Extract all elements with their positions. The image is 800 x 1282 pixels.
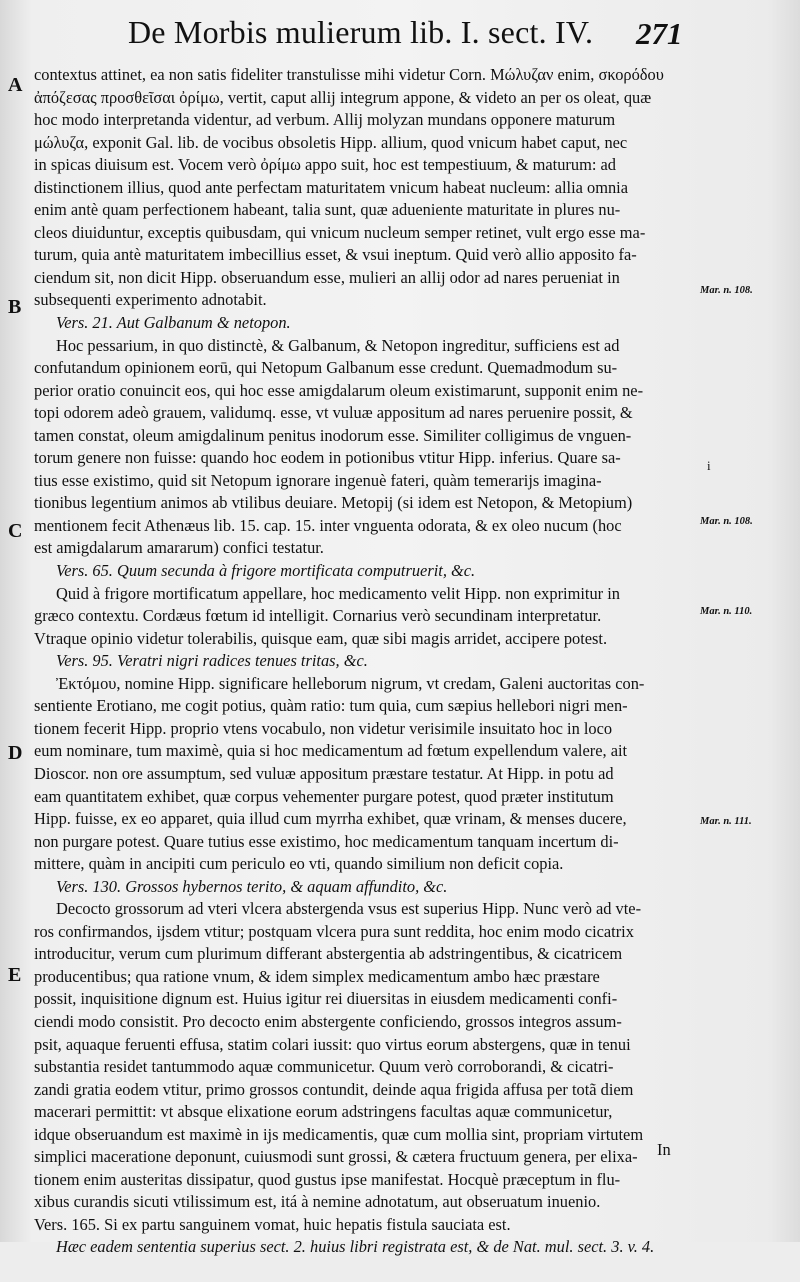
text-line: zandi gratia eodem vtitur, primo grossos contundit, deinde aqua frigida affusa per totã diem <box>34 1079 634 1099</box>
section-marker-b: B <box>8 296 22 318</box>
text-line: Decocto grossorum ad vteri vlcera abstergenda vsus est superius Hipp. Nunc verò ad vte- <box>56 899 642 919</box>
text-line: tionem fecerit Hipp. proprio vtens vocabulo, non videtur verisimile insuitato hoc in loco <box>34 718 613 738</box>
text-line: turum, quia antè maturitatem imbecillius esset, & vsui ineptum. Quid verò allio apposito fa- <box>34 245 637 265</box>
text-line: sentiente Erotiano, me cogit potius, quàm ratio: tum quia, cum sæpius hellebori nigri men- <box>34 696 628 716</box>
verse-heading: Vers. 21. Aut Galbanum & netopon. <box>56 313 291 333</box>
text-line: tius esse existimo, quid sit Netopum ignorare ingenuè fateri, quàm temerarijs imagina- <box>34 470 602 490</box>
text-line: substantia residet tantummodo aquæ communicetur. Quum verò corroborandi, & cicatri- <box>34 1057 614 1077</box>
text-line: cleos diuiduntur, exceptis quibusdam, qui vnicum nucleum semper retinet, vult ergo esse ma- <box>34 222 646 242</box>
section-marker-d: D <box>8 742 23 764</box>
text-line: mentionem fecit Athenæus lib. 15. cap. 15. inter vnguenta odorata, & ex oleo nucum (hoc <box>34 515 622 535</box>
text-line: est amigdalarum amararum) confici testatur. <box>34 538 324 558</box>
text-line: tionibus legentium animos ab vtilibus deuiare. Metopij (si idem est Netopon, & Metopium) <box>34 493 633 513</box>
text-line: eam quantitatem exhibet, quæ corpus vehementer purgare potest, quod præter institutum <box>34 786 614 806</box>
text-line: ciendum sit, non dicit Hipp. obseruandum esse, mulieri an allij odor ad nares perueniat in <box>34 267 620 287</box>
text-line: confutandum opinionem eorū, qui Netopum Galbanum esse credunt. Quemadmodum su- <box>34 358 618 378</box>
text-line: simplici maceratione deponunt, cuiusmodi sunt grossi, & cætera fructuum genera, per elixa- <box>34 1147 638 1167</box>
text-line: Dioscor. non ore assumptum, sed vuluæ appositum præstare testatur. At Hipp. in potu ad <box>34 763 614 783</box>
verse-heading: Hæc eadem sententia superius sect. 2. huius libri registrata est, & de Nat. mul. sect. 3. v. 4. <box>56 1237 655 1257</box>
text-line: tamen constat, oleum amigdalinum penitus inodorum esse. Similiter colligimus de vnguen- <box>34 425 632 445</box>
text-line: mittere, quàm in ancipiti cum periculo eo vti, quando similium non deficit copia. <box>34 854 564 874</box>
section-marker-a: A <box>8 74 23 96</box>
text-line: ciendi modo consistit. Pro decocto enim abstergente conficiendo, grossos integros assum- <box>34 1011 622 1031</box>
text-line: idque obseruandum est maximè in ijs medicamentis, quæ cum mollia sint, propriam virtutem <box>34 1124 644 1144</box>
margin-note: Mar. n. 108. <box>700 285 753 296</box>
text-line: producentibus; qua ratione vnum, & idem simplex medicamentum ambo hæc præstare <box>34 966 600 986</box>
text-line: μώλυζα, exponit Gal. lib. de vocibus obsoletis Hipp. allium, quod vnicum habet caput, nec <box>34 132 628 152</box>
text-line: Hoc pessarium, in quo distinctè, & Galbanum, & Netopon ingreditur, sufficiens est ad <box>56 335 620 355</box>
text-line: contextus attinet, ea non satis fideliter transtulisse mihi videtur Corn. Μώλυζαν enim, σκορόδου <box>34 65 664 84</box>
section-marker-e: E <box>8 964 22 986</box>
body-text <box>34 64 696 1282</box>
margin-note: Mar. n. 108. <box>700 516 753 527</box>
page-number: 271 <box>636 16 683 51</box>
text-line: græco contextu. Cordæus fœtum id intelligit. Cornarius verò secundinam interpretatur. <box>34 606 602 626</box>
text-line: non purgare potest. Quare tutius esse existimo, hoc medicamentum tanquam incertum di- <box>34 831 619 851</box>
text-line: subsequenti experimento adnotabit. <box>34 290 267 310</box>
text-line: torum genere non fuisse: quando hoc eodem in potionibus vtitur Hipp. inferius. Quare sa- <box>34 448 621 468</box>
text-line: in spicas diuisum est. Vocem verò ὀρίμω appo suit, hoc est tempestiuum, & maturum: ad <box>34 155 616 175</box>
catchword: In <box>657 1140 671 1159</box>
text-line: Quid à frigore mortificatum appellare, hoc medicamento velit Hipp. non exprimitur in <box>56 583 620 603</box>
text-line <box>34 1259 696 1282</box>
text-line: psit, aquaque feruenti effusa, statim colari iussit: quo virtus eorum abstergens, quæ in tenui <box>34 1034 631 1054</box>
verse-heading: Vers. 130. Grossos hybernos terito, & aquam affundito, &c. <box>56 876 448 896</box>
text-line: possit, inquisitione dignum est. Huius igitur rei diuersitas in eiusdem medicamenti confi- <box>34 989 618 1009</box>
text-line: perior oratio conuincit eos, qui hoc esse amigdalarum oleum existimarunt, supponit enim ne- <box>34 380 644 400</box>
verse-heading: Vers. 65. Quum secunda à frigore mortificata computruerit, &c. <box>56 561 476 581</box>
text-line: topi odorem adeò grauem, validumq. esse, vt vuluæ appositum ad nares peruenire possit, & <box>34 403 633 423</box>
margin-note: Mar. n. 111. <box>700 816 752 827</box>
text-line: hoc modo interpretanda videntur, ad verbum. Allij molyzan mundans opponere maturum <box>34 110 616 130</box>
text-line: enim antè quam perfectionem habeant, talia sunt, quæ adueniente maturitate in plures nu- <box>34 200 621 220</box>
text-line: introducitur, verum cum plurimum differant abstergentia ab adstringentibus, & cicatricem <box>34 944 623 964</box>
page-header <box>0 14 800 58</box>
text-line: distinctionem illius, quod ante perfectam maturitatem vnicum habeat nucleum: allia omnia <box>34 177 628 197</box>
margin-note: Mar. n. 110. <box>700 606 753 617</box>
section-marker-c: C <box>8 520 23 542</box>
text-line: eum nominare, tum maximè, quia si hoc medicamentum ad fœtum expellendum valere, ait <box>34 741 628 761</box>
text-line: Vtraque opinio videtur tolerabilis, quisque eam, quæ sibi magis arridet, accipere potest. <box>34 628 608 648</box>
text-line: Hipp. fuisse, ex eo apparet, quia illud cum myrrha exhibet, quæ vrinam, & menses ducere, <box>34 809 627 829</box>
text-line: xibus curandis sicuti vtilissimum est, itá à nemine adnotatum, aut obseruatum inuenio. <box>34 1192 601 1212</box>
text-line: ἀπόζεσας προσθεῖσαι ὀρίμω, vertit, caput allij integrum appone, & videto an per os oleat, quæ <box>34 87 652 107</box>
verse-heading: Vers. 95. Veratri nigri radices tenues tritas, &c. <box>56 651 368 671</box>
text-line: tionem enim austeritas dissipatur, quod gustus ipse manifestat. Hocquè præceptum in flu- <box>34 1169 621 1189</box>
text-line: Ἐκτόμου, nomine Hipp. significare helleborum nigrum, vt credam, Galeni auctoritas con- <box>56 673 645 693</box>
running-head: De Morbis mulierum lib. I. sect. IV. <box>128 14 594 50</box>
text-line: Vers. 165. Si ex partu sanguinem vomat, huic hepatis fistula sauciata est. <box>34 1214 511 1234</box>
text-line: macerari permittit: vt absque elixatione eorum adstringens facultas aquæ communicetur, <box>34 1102 613 1122</box>
text-line: ros confirmandos, ijsdem vtitur; postquam vlcera pura sunt reddita, hoc enim modo cicatrix <box>34 921 634 941</box>
stray-mark: i <box>707 458 711 473</box>
